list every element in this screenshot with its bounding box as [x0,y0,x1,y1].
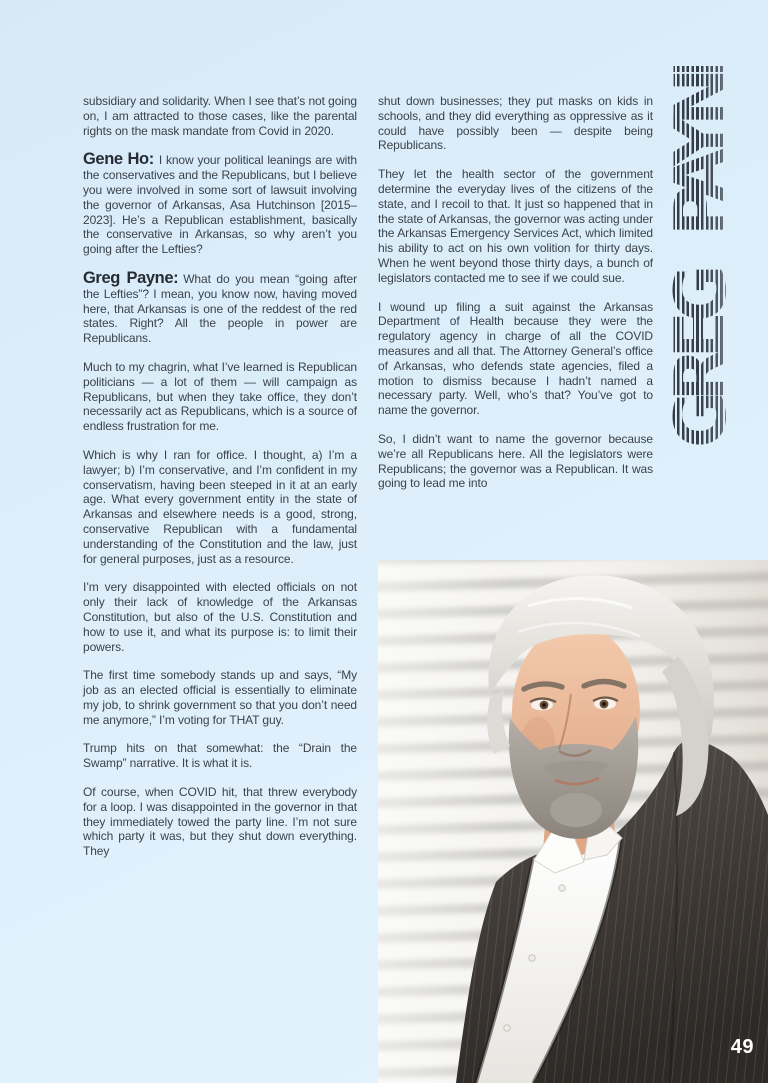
paragraph [83,360,357,434]
paragraph [83,580,357,654]
right-column [378,94,653,505]
portrait-photo [378,560,768,1083]
paragraph-text: Trump hits on that somewhat: the “Drain the Swamp” narrative. It is what it is. [83,741,357,771]
paragraph-text: I wound up filing a suit against the Arkansas Department of Health because they were the regulatory agency in charge of all the COVID measures and all that. The Attorney General’s office of Arkansas, who defends state agencies, filed a motion to dismiss because I hadn’t named a necessary party. Well, who’s that? You’ve got to name the governor. [378,299,653,418]
page-number: 49 [730,1036,754,1058]
vertical-title: GREG PAYNE [660,41,742,448]
speaker-name: Greg Payne: [83,268,179,287]
paragraph-text: shut down businesses; they put masks on kids in schools, and they did everything as oppressive as it could have possibly been — despite being Republicans. [378,94,653,153]
paragraph [83,448,357,566]
paragraph [83,785,357,859]
speaker-name: Gene Ho: [83,150,154,169]
paragraph [378,432,653,491]
portrait-illustration [378,560,768,1083]
paragraph-text: What do you mean “going after the Lefties”? I mean, you know now, having moved here, that Arkansas is one of the reddest of the red states. Right? All the people in power are Republicans. [83,271,357,346]
paragraph-text: I’m very disappointed with elected officials on not only their lack of knowledge of the Arkansas Constitution, but also of the U.S. Constitution and how to use it, and what its purpose is: to limit their powers. [83,580,357,654]
paragraph-question [83,152,357,257]
right-pupil [602,702,606,706]
paragraph-text: They let the health sector of the government determine the everyday lives of the citizens of the state, and I recoil to that. It just so happened that in the state of Arkansas, the governor was acting under the Arkansas Emergency Services Act, which limited his ability to act on his own volition for thirty days. When he went beyond those thirty days, a bunch of legislators contacted me to see if we could sue. [378,167,653,285]
paragraph [378,94,653,153]
left-pupil [542,703,546,707]
left-column [83,94,357,873]
paragraph-text: Much to my chagrin, what I’ve learned is Republican politicians — a lot of them — will campaign as Republicans, but when they take office, they don’t necessarily act as Republicans, which is a source of endless frustration for me. [83,359,357,434]
paragraph [83,668,357,727]
paragraph-text: So, I didn’t want to name the governor because we’re all Republicans here. All the legislators were Republicans; the governor was a Republican. It was going to lead me into [378,431,653,491]
shirt-button [504,1025,510,1031]
paragraph-text: Of course, when COVID hit, that threw everybody for a loop. I was disappointed in the governor in that they immediately towed the party line. I’m not sure which party it was, but they shut down everything. They [83,785,357,859]
paragraph-text: Which is why I ran for office. I thought, a) I’m a lawyer; b) I’m conservative, and I’m confident in my conservatism, having been steeped in it at an early age. What every government entity in the state of Arkansas and elsewhere needs is a good, strong, conservative Republican with a fundamental understanding of the Constitution and the law, just for general purposes, just as a resource. [83,447,357,566]
shirt-button [529,955,535,961]
paragraph [83,741,357,771]
paragraph [83,94,357,138]
paragraph-text: subsidiary and solidarity. When I see that’s not going on, I am attracted to those cases, like the parental rights on the mask mandate from Covid in 2020. [83,94,357,138]
paragraph [378,167,653,285]
paragraph-answer [83,268,357,346]
paragraph-text: The first time somebody stands up and says, “My job as an elected official is essentially to eliminate my job, to shrink government so that you don’t need me anymore,” I’m voting for THAT guy. [83,668,357,727]
shirt-button [559,885,565,891]
paragraph-text: I know your political leanings are with the conservatives and the Republicans, but I believe you were involved in some sort of lawsuit involving the governor of Arkansas, Asa Hutchinson [2015–2023]. He’s a Republican establishment, basically the conservative in Arkansas, so why aren’t you going after the Lefties? [83,153,358,257]
paragraph [378,300,653,418]
chin-beard [550,793,602,827]
